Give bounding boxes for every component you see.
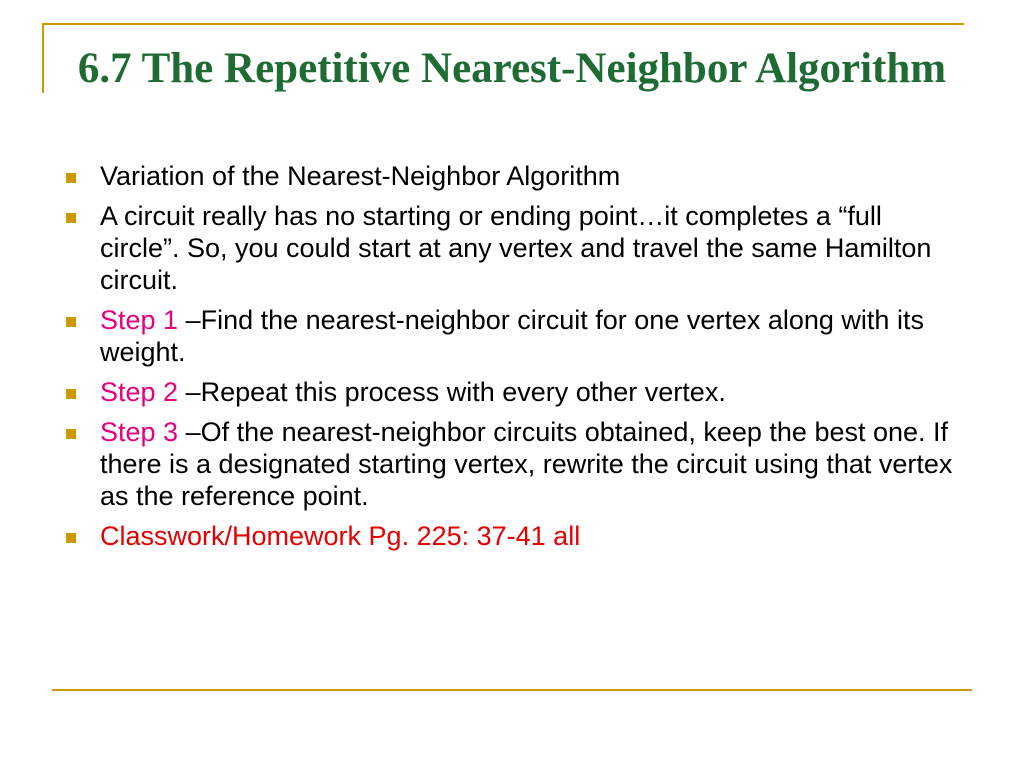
bullet-text: –Repeat this process with every other vertex. (178, 377, 726, 407)
bullet-item (62, 416, 962, 512)
bullet-item (62, 376, 962, 408)
left-rule (42, 23, 44, 93)
bullet-text: A circuit really has no starting or ending point…it completes a “full circle”. So, you could start at any vertex and travel the same Hamilton circuit. (100, 201, 932, 295)
bullet-list (62, 160, 962, 560)
top-rule (42, 23, 964, 25)
square-bullet-icon (66, 213, 76, 223)
step-label: Step 3 (100, 417, 179, 447)
bullet-item (62, 304, 962, 368)
bullet-text: –Of the nearest-neighbor circuits obtained, keep the best one. If there is a designated starting vertex, rewrite the circuit using that vertex as the reference point. (100, 417, 953, 511)
step-label: Step 1 (100, 305, 179, 335)
square-bullet-icon (66, 317, 76, 327)
bottom-rule (52, 689, 972, 691)
step-label: Step 2 (100, 377, 179, 407)
square-bullet-icon (66, 389, 76, 399)
bullet-item (62, 200, 962, 296)
bullet-text: Variation of the Nearest-Neighbor Algorithm (100, 161, 621, 191)
square-bullet-icon (66, 533, 76, 543)
square-bullet-icon (66, 429, 76, 439)
classwork-assignment: Classwork/Homework Pg. 225: 37-41 all (100, 521, 581, 551)
bullet-item (62, 520, 962, 552)
bullet-item (62, 160, 962, 192)
bullet-text: –Find the nearest-neighbor circuit for one vertex along with its weight. (100, 305, 924, 367)
square-bullet-icon (66, 173, 76, 183)
slide-title: 6.7 The Repetitive Nearest-Neighbor Algorithm (77, 45, 947, 92)
